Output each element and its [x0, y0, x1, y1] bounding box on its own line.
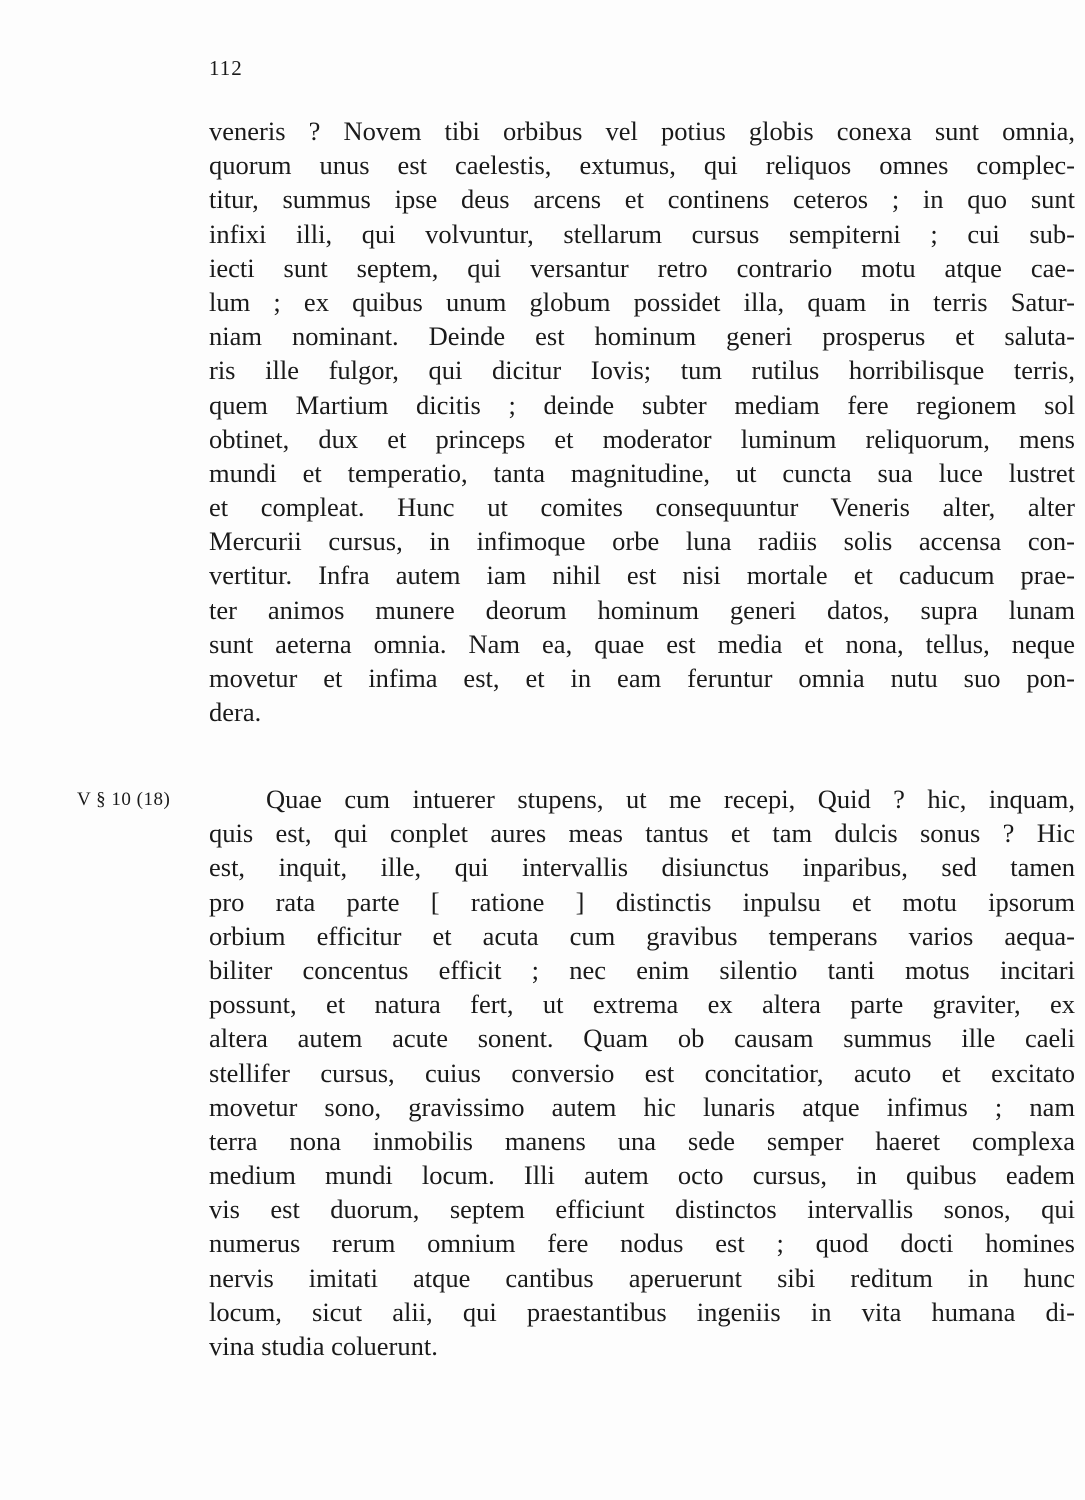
text-line: iecti sunt septem, qui versantur retro contrario motu atque cae- [209, 252, 1075, 283]
text-line: veneris ? Novem tibi orbibus vel potius globis conexa sunt omnia, [209, 116, 1075, 146]
text-line: ris ille fulgor, qui dicitur Iovis; tum rutilus horribilisque terris, [209, 355, 1075, 386]
text-line: possunt, et natura fert, ut extrema ex altera parte graviter, ex [209, 989, 1075, 1020]
text-line: quem Martium dicitis ; deinde subter mediam fere regionem sol [209, 389, 1075, 420]
text-line: nervis imitati atque cantibus aperuerunt sibi reditum in hunc [209, 1262, 1075, 1293]
page-number: 112 [209, 56, 243, 80]
paragraph-2 [209, 782, 1075, 1363]
text-line: niam nominant. Deinde est hominum generi prosperus et saluta- [209, 321, 1075, 352]
text-line: pro rata parte [ ratione ] distinctis inpulsu et motu ipsorum [209, 886, 1075, 917]
text-line: stellifer cursus, cuius conversio est concitatior, acuto et excitato [209, 1057, 1075, 1088]
text-line: obtinet, dux et princeps et moderator luminum reliquorum, mens [209, 423, 1075, 454]
text-line: terra nona inmobilis manens una sede semper haeret complexa [209, 1125, 1075, 1156]
text-line: quis est, qui conplet aures meas tantus et tam dulcis sonus ? Hic [209, 818, 1075, 849]
text-line: Quae cum intuerer stupens, ut me recepi, Quid ? hic, inquam, [266, 784, 1075, 814]
text-line: vina studia coluerunt. [209, 1331, 438, 1361]
text-line: ter animos munere deorum hominum generi datos, supra lunam [209, 594, 1075, 625]
text-line: lum ; ex quibus unum globum possidet illa, quam in terris Satur- [209, 286, 1075, 317]
text-line: biliter concentus efficit ; nec enim silentio tanti motus incitari [209, 954, 1075, 985]
text-line: orbium efficitur et acuta cum gravibus temperans varios aequa- [209, 920, 1075, 951]
text-line: est, inquit, ille, qui intervallis disiunctus inparibus, sed tamen [209, 852, 1075, 883]
text-line: vertitur. Infra autem iam nihil est nisi mortale et caducum prae- [209, 560, 1075, 591]
margin-section-reference: V § 10 (18) [77, 789, 171, 810]
text-line: medium mundi locum. Illi autem octo cursus, in quibus eadem [209, 1160, 1075, 1191]
paragraph-1 [209, 114, 1075, 729]
text-line: mundi et temperatio, tanta magnitudine, ut cuncta sua luce lustret [209, 457, 1075, 488]
text-line: dera. [209, 697, 262, 728]
text-line: movetur et infima est, et in eam feruntur omnia nutu suo pon- [209, 663, 1075, 693]
text-line: infixi illi, qui volvuntur, stellarum cursus sempiterni ; cui sub- [209, 218, 1075, 249]
text-line: numerus rerum omnium fere nodus est ; quod docti homines [209, 1228, 1075, 1259]
text-line: locum, sicut alii, qui praestantibus ingeniis in vita humana di- [209, 1296, 1075, 1327]
text-line: Mercurii cursus, in infimoque orbe luna radiis solis accensa con- [209, 526, 1075, 557]
text-line: titur, summus ipse deus arcens et continens ceteros ; in quo sunt [209, 184, 1075, 215]
text-line: et compleat. Hunc ut comites consequuntur Veneris alter, alter [209, 492, 1075, 523]
text-line: altera autem acute sonent. Quam ob causam summus ille caeli [209, 1023, 1075, 1054]
text-line: quorum unus est caelestis, extumus, qui reliquos omnes complec- [209, 150, 1075, 181]
text-line: sunt aeterna omnia. Nam ea, quae est media et nona, tellus, neque [209, 628, 1075, 659]
text-line: movetur sono, gravissimo autem hic lunaris atque infimus ; nam [209, 1091, 1075, 1122]
text-line: vis est duorum, septem efficiunt distinctos intervallis sonos, qui [209, 1194, 1075, 1225]
